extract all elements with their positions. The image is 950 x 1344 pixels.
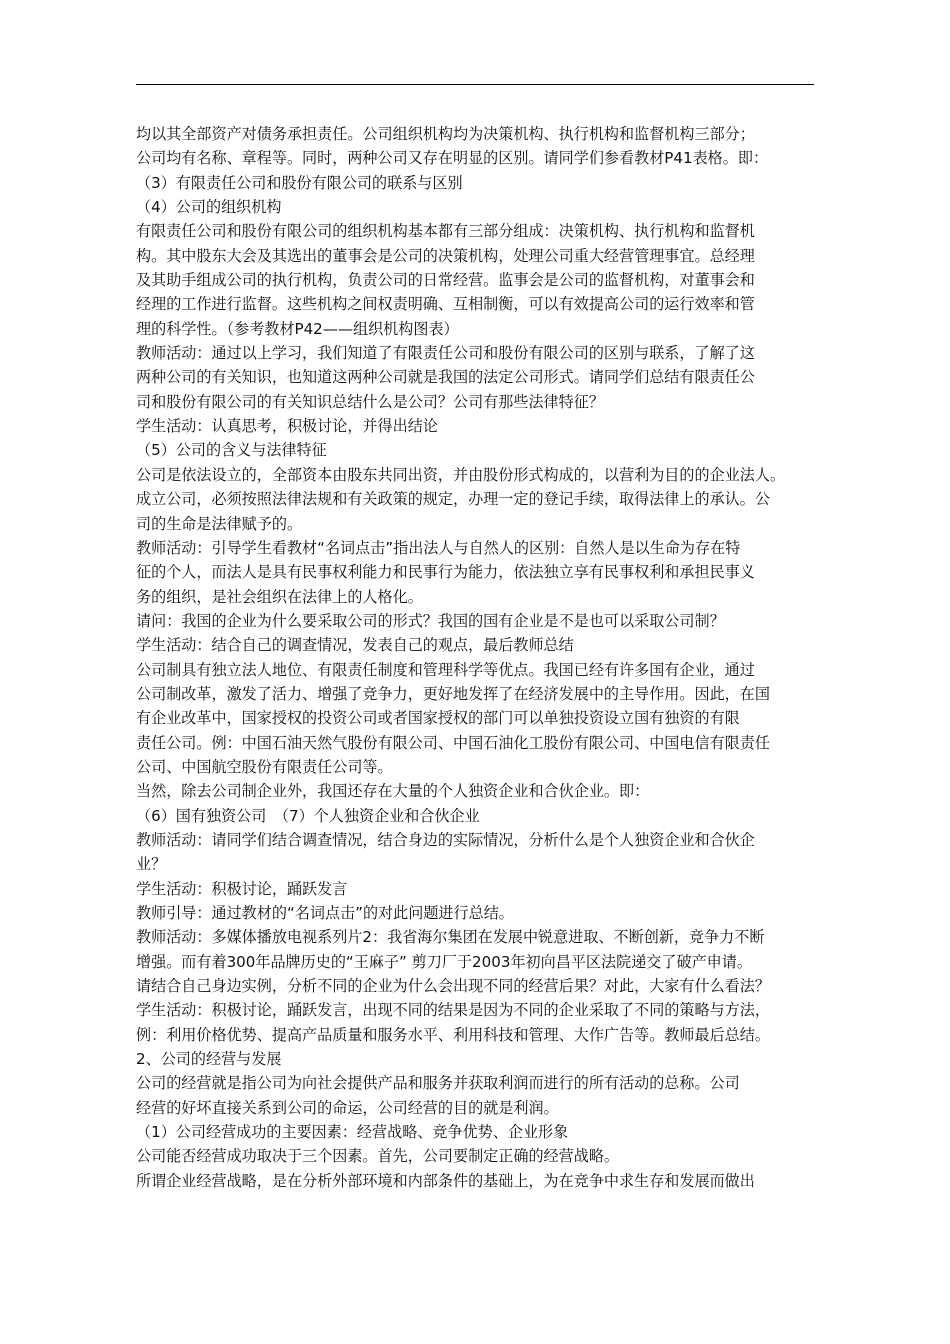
text-line: 理的科学性。（参考教材P42——组织机构图表） — [136, 319, 459, 338]
text-line: （6）国有独资公司 （7）个人独资企业和合伙企业 — [136, 806, 480, 825]
text-line: 请问：我国的企业为什么要采取公司的形式？我国的国有企业是不是也可以采取公司制？ — [136, 611, 725, 630]
text-line: 业？ — [136, 855, 167, 874]
text-line: 征的个人，而法人是具有民事权利能力和民事行为能力，依法独立享有民事权利和承担民事义 — [136, 563, 755, 582]
document-body — [136, 122, 818, 1193]
text-line: 公司制改革，激发了活力、增强了竞争力，更好地发挥了在经济发展中的主导作用。因此，在国 — [136, 684, 770, 703]
text-line: 务的组织，是社会组织在法律上的人格化。 — [136, 587, 423, 606]
text-line: 例：利用价格优势、提高产品质量和服务水平、利用科技和管理、大作广告等。教师最后总结。 — [136, 1025, 770, 1044]
text-line: 学生活动：认真思考，积极讨论，并得出结论 — [136, 417, 438, 436]
text-line: 及其助手组成公司的执行机构，负责公司的日常经营。监事会是公司的监督机构，对董事会和 — [136, 271, 755, 290]
text-line: 教师活动：请同学们结合调查情况，结合身边的实际情况，分析什么是个人独资企业和合伙企 — [136, 830, 755, 849]
text-line: 经理的工作进行监督。这些机构之间权责明确、互相制衡，可以有效提高公司的运行效率和管 — [136, 295, 755, 314]
text-line: （3）有限责任公司和股份有限公司的联系与区别 — [136, 173, 463, 192]
text-line: （4）公司的组织机构 — [136, 198, 282, 217]
text-line: 所谓企业经营战略，是在分析外部环境和内部条件的基础上，为在竞争中求生存和发展而做出 — [136, 1171, 755, 1190]
text-line: 增强。而有着300年品牌历史的“王麻子” 剪刀厂于2003年初向昌平区法院递交了破产申请。 — [136, 952, 752, 971]
text-line: 公司的经营就是指公司为向社会提供产品和服务并获取利润而进行的所有活动的总称。公司 — [136, 1074, 740, 1093]
text-line: 有企业改革中，国家授权的投资公司或者国家授权的部门可以单独投资设立国有独资的有限 — [136, 709, 740, 728]
text-line: 公司是依法设立的，全部资本由股东共同出资，并由股份形式构成的，以营利为目的的企业法人。 — [136, 465, 786, 484]
text-line: 2、公司的经营与发展 — [136, 1050, 282, 1069]
text-line: 教师活动：通过以上学习，我们知道了有限责任公司和股份有限公司的区别与联系，了解了这 — [136, 344, 755, 363]
text-line: 责任公司。例：中国石油天然气股份有限公司、中国石油化工股份有限公司、中国电信有限责任 — [136, 733, 770, 752]
text-line: 公司均有名称、章程等。同时，两种公司又存在明显的区别。请同学们参看教材P41表格。即： — [136, 149, 769, 168]
text-line: 学生活动：积极讨论，踊跃发言，出现不同的结果是因为不同的企业采取了不同的策略与方法， — [136, 1001, 770, 1020]
text-line: 构。其中股东大会及其选出的董事会是公司的决策机构，处理公司重大经营管理事宜。总经理 — [136, 246, 755, 265]
text-line: 教师活动：引导学生看教材“名词点击”指出法人与自然人的区别：自然人是以生命为存在特 — [136, 538, 741, 557]
text-line: （1）公司经营成功的主要因素：经营战略、竞争优势、企业形象 — [136, 1123, 569, 1142]
text-line: 公司制具有独立法人地位、有限责任制度和管理科学等优点。我国已经有许多国有企业，通过 — [136, 660, 755, 679]
text-line: 均以其全部资产对债务承担责任。公司组织机构均为决策机构、执行机构和监督机构三部分； — [136, 125, 755, 143]
text-line: 公司、中国航空股份有限责任公司等。 — [136, 757, 393, 776]
text-line: 学生活动：积极讨论，踊跃发言 — [136, 879, 348, 898]
text-line: 成立公司，必须按照法律法规和有关政策的规定，办理一定的登记手续，取得法律上的承认。公 — [136, 490, 770, 509]
text-line: 司的生命是法律赋予的。 — [136, 514, 303, 533]
text-line: 当然，除去公司制企业外，我国还存在大量的个人独资企业和合伙企业。即： — [136, 782, 650, 801]
text-line: 有限责任公司和股份有限公司的组织机构基本都有三部分组成：决策机构、执行机构和监督机 — [136, 222, 755, 241]
text-line: （5）公司的含义与法律特征 — [136, 441, 327, 460]
text-line: 教师活动：多媒体播放电视系列片2：我省海尔集团在发展中锐意进取、不断创新，竞争力不断 — [136, 928, 765, 947]
text-line: 司和股份有限公司的有关知识总结什么是公司？公司有那些法律特征？ — [136, 392, 604, 411]
text-line: 请结合自己身边实例，分析不同的企业为什么会出现不同的经营后果？对此，大家有什么看法？ — [136, 977, 770, 996]
text-line: 教师引导：通过教材的“名词点击”的对此问题进行总结。 — [136, 904, 514, 922]
text-line: 经营的好坏直接关系到公司的命运，公司经营的目的就是利润。 — [136, 1098, 559, 1117]
text-line: 公司能否经营成功取决于三个因素。首先，公司要制定正确的经营战略。 — [136, 1147, 620, 1166]
text-line: 学生活动：结合自己的调查情况，发表自己的观点，最后教师总结 — [136, 636, 574, 655]
text-line: 两种公司的有关知识，也知道这两种公司就是我国的法定公司形式。请同学们总结有限责任公 — [136, 368, 755, 387]
header-rule — [136, 84, 814, 85]
